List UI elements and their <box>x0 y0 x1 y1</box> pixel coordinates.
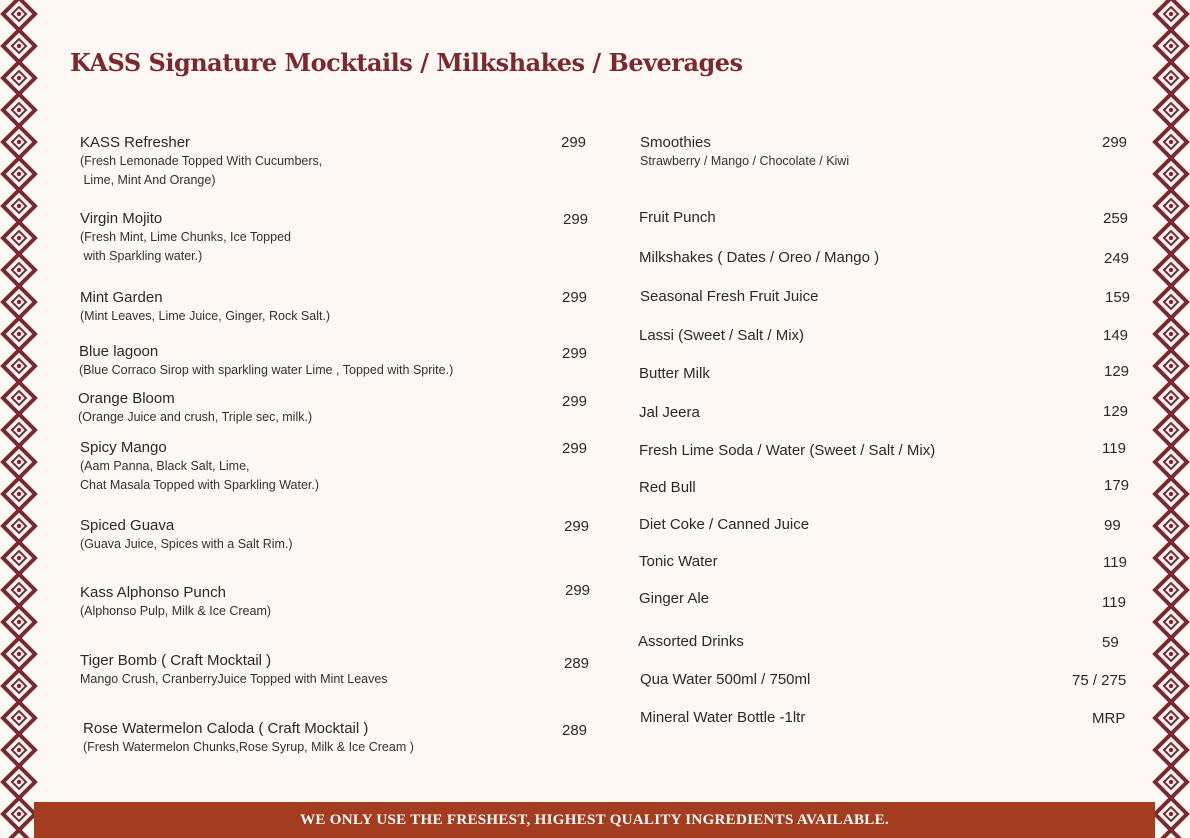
item-name: Tonic Water <box>639 553 718 570</box>
border-diamond-motif <box>1155 766 1187 798</box>
menu-item <box>80 134 322 190</box>
item-price: 299 <box>1102 134 1128 151</box>
border-diamond-motif <box>3 94 35 126</box>
menu-item <box>640 288 818 306</box>
menu-item <box>639 479 696 497</box>
item-price: 119 <box>1102 594 1126 611</box>
menu-item <box>80 289 330 326</box>
menu-item <box>640 134 849 171</box>
item-name: Jal Jeera <box>639 404 700 421</box>
item-price: 59 <box>1102 634 1119 651</box>
menu-item <box>83 720 414 757</box>
border-diamond-motif <box>1155 638 1187 670</box>
border-diamond-motif <box>3 702 35 734</box>
item-price: 299 <box>563 211 589 228</box>
footer-text: WE ONLY USE THE FRESHEST, HIGHEST QUALITY INGREDIENTS AVAILABLE. <box>300 811 889 828</box>
border-diamond-motif <box>1155 30 1187 62</box>
item-price: 119 <box>1103 554 1127 571</box>
item-price: 299 <box>562 393 588 410</box>
border-diamond-motif <box>1155 318 1187 350</box>
item-price: 119 <box>1102 440 1126 457</box>
border-diamond-motif <box>3 670 35 702</box>
item-price: MRP <box>1092 710 1126 727</box>
item-name: Virgin Mojito <box>80 210 163 227</box>
border-diamond-motif <box>3 382 35 414</box>
item-price: 75 / 275 <box>1072 672 1127 689</box>
border-diamond-motif <box>1155 830 1187 838</box>
border-diamond-motif <box>1155 574 1187 606</box>
item-name: Assorted Drinks <box>638 633 744 650</box>
item-name: Milkshakes ( Dates / Oreo / Mango ) <box>639 249 880 266</box>
border-diamond-motif <box>3 830 35 838</box>
border-diamond-motif <box>3 798 35 830</box>
border-diamond-motif <box>3 254 35 286</box>
menu-item <box>639 404 700 422</box>
border-diamond-motif <box>3 318 35 350</box>
item-price: 129 <box>1104 363 1130 380</box>
item-price: 289 <box>564 655 590 672</box>
item-price: 99 <box>1104 517 1121 534</box>
item-price: 249 <box>1104 250 1130 267</box>
item-price: 299 <box>562 440 588 457</box>
item-name: Seasonal Fresh Fruit Juice <box>640 288 819 305</box>
menu-item <box>639 209 716 227</box>
item-name: Ginger Ale <box>639 590 710 607</box>
menu-item <box>639 553 718 571</box>
item-description: (Fresh Lemonade Topped With Cucumbers, <box>80 154 323 168</box>
item-name: Spicy Mango <box>80 439 167 456</box>
item-name: Smoothies <box>640 134 711 151</box>
border-diamond-motif <box>1155 670 1187 702</box>
border-diamond-motif <box>3 30 35 62</box>
item-name: Blue lagoon <box>79 343 159 360</box>
item-name: Red Bull <box>639 479 696 496</box>
border-diamond-motif <box>1155 158 1187 190</box>
border-diamond-motif <box>1155 510 1187 542</box>
border-diamond-motif <box>3 478 35 510</box>
border-diamond-motif <box>1155 62 1187 94</box>
item-description: (Orange Juice and crush, Triple sec, milk.) <box>78 410 313 424</box>
menu-item <box>80 439 319 495</box>
item-description: Lime, Mint And Orange) <box>80 173 216 187</box>
item-description: (Fresh Mint, Lime Chunks, Ice Topped <box>80 230 291 244</box>
item-name: Spiced Guava <box>80 517 175 534</box>
border-diamond-motif <box>1155 478 1187 510</box>
item-description: (Blue Corraco Sirop with sparkling water Lime , Topped with Sprite.) <box>79 363 454 377</box>
item-price: 299 <box>562 289 588 306</box>
border-diamond-motif <box>1155 798 1187 830</box>
border-diamond-motif <box>3 638 35 670</box>
border-diamond-motif <box>1155 126 1187 158</box>
border-diamond-motif <box>1155 382 1187 414</box>
border-diamond-motif <box>1155 190 1187 222</box>
item-name: Mint Garden <box>80 289 163 306</box>
item-name: Lassi (Sweet / Salt / Mix) <box>639 327 805 344</box>
border-diamond-motif <box>1155 286 1187 318</box>
border-diamond-motif <box>3 190 35 222</box>
border-diamond-motif <box>1155 734 1187 766</box>
item-name: Orange Bloom <box>78 390 175 407</box>
item-description: (Fresh Watermelon Chunks,Rose Syrup, Milk & Ice Cream ) <box>83 740 414 754</box>
border-diamond-motif <box>1155 542 1187 574</box>
item-name: Qua Water 500ml / 750ml <box>640 671 811 688</box>
border-diamond-motif <box>3 126 35 158</box>
border-diamond-motif <box>3 286 35 318</box>
border-diamond-motif <box>1155 350 1187 382</box>
menu-item <box>80 210 291 266</box>
item-name: Tiger Bomb ( Craft Mocktail ) <box>80 652 272 669</box>
border-diamond-motif <box>3 734 35 766</box>
item-price: 159 <box>1105 289 1131 306</box>
border-diamond-motif <box>1155 94 1187 126</box>
menu-item <box>639 516 809 534</box>
item-price: 299 <box>561 134 587 151</box>
item-description: (Mint Leaves, Lime Juice, Ginger, Rock Salt.) <box>80 309 331 323</box>
menu-item <box>638 633 744 651</box>
border-diamond-motif <box>1155 0 1187 30</box>
menu-item <box>79 343 453 380</box>
border-diamond-motif <box>3 350 35 382</box>
item-price: 179 <box>1104 477 1130 494</box>
decorative-diamond-border-right <box>1152 0 1190 838</box>
menu-item <box>80 517 293 554</box>
border-diamond-motif <box>3 62 35 94</box>
border-diamond-motif <box>1155 254 1187 286</box>
item-description: Strawberry / Mango / Chocolate / Kiwi <box>640 154 850 168</box>
item-name: Butter Milk <box>639 365 710 382</box>
decorative-diamond-border-left <box>0 0 38 838</box>
item-description: with Sparkling water.) <box>80 249 203 263</box>
item-price: 259 <box>1103 210 1129 227</box>
item-name: Fresh Lime Soda / Water (Sweet / Salt / Mix) <box>639 442 936 459</box>
item-price: 149 <box>1103 327 1129 344</box>
menu-title: KASS Signature Mocktails / Milkshakes / Beverages <box>70 48 743 77</box>
border-diamond-motif <box>1155 606 1187 638</box>
menu-item <box>639 365 710 383</box>
border-diamond-motif <box>1155 702 1187 734</box>
menu-item <box>639 327 804 345</box>
item-price: 299 <box>564 518 590 535</box>
border-diamond-motif <box>3 0 35 30</box>
item-description: (Guava Juice, Spices with a Salt Rim.) <box>80 537 293 551</box>
menu-item <box>640 709 805 727</box>
item-description: (Alphonso Pulp, Milk & Ice Cream) <box>80 604 272 618</box>
item-price: 299 <box>565 582 591 599</box>
border-diamond-motif <box>3 606 35 638</box>
item-name: KASS Refresher <box>80 134 191 151</box>
menu-item <box>639 442 935 460</box>
menu-item <box>639 249 879 267</box>
border-diamond-motif <box>3 446 35 478</box>
border-diamond-motif <box>1155 414 1187 446</box>
item-name: Diet Coke / Canned Juice <box>639 516 810 533</box>
border-diamond-motif <box>3 158 35 190</box>
item-name: Kass Alphonso Punch <box>80 584 226 601</box>
menu-item <box>80 652 388 689</box>
footer-banner <box>34 802 1155 838</box>
border-diamond-motif <box>3 574 35 606</box>
item-name: Rose Watermelon Caloda ( Craft Mocktail ) <box>83 720 369 737</box>
border-diamond-motif <box>1155 222 1187 254</box>
menu-item <box>639 590 709 608</box>
item-name: Fruit Punch <box>639 209 716 226</box>
menu-item <box>78 390 312 427</box>
item-description: Mango Crush, CranberryJuice Topped with Mint Leaves <box>80 672 388 686</box>
border-diamond-motif <box>3 542 35 574</box>
item-price: 299 <box>562 345 588 362</box>
border-diamond-motif <box>3 510 35 542</box>
border-diamond-motif <box>3 222 35 254</box>
item-name: Mineral Water Bottle -1ltr <box>640 709 806 726</box>
border-diamond-motif <box>1155 446 1187 478</box>
item-price: 289 <box>562 722 588 739</box>
border-diamond-motif <box>3 766 35 798</box>
item-description: (Aam Panna, Black Salt, Lime, <box>80 459 250 473</box>
item-description: Chat Masala Topped with Sparkling Water.) <box>80 478 320 492</box>
item-price: 129 <box>1103 403 1129 420</box>
menu-item <box>80 584 271 621</box>
menu-item <box>640 671 810 689</box>
border-diamond-motif <box>3 414 35 446</box>
